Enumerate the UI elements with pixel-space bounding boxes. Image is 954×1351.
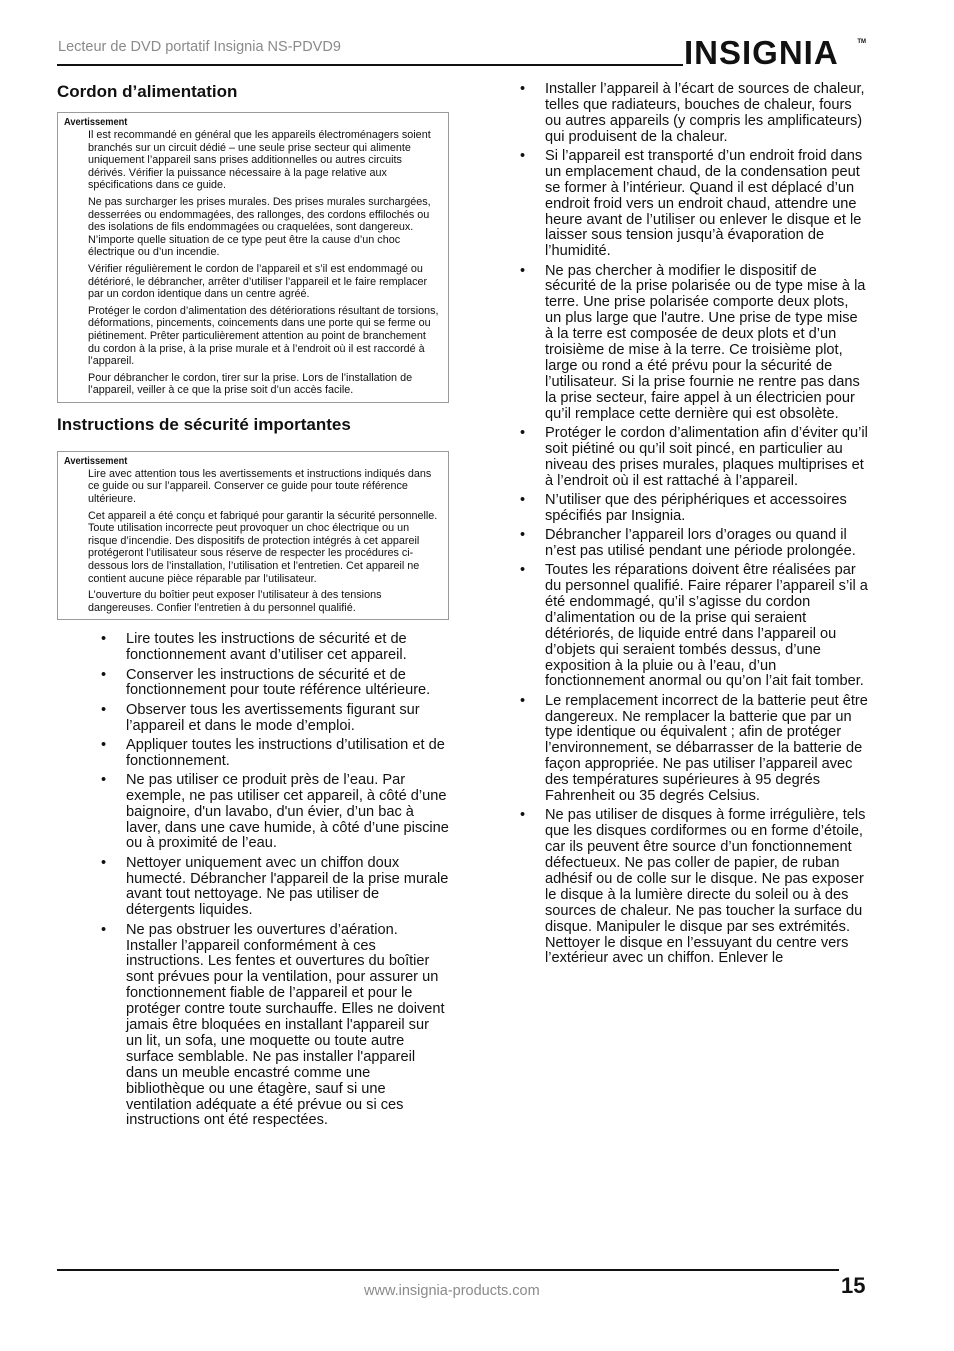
section-heading-safety: Instructions de sécurité importantes [57, 414, 351, 434]
list-item: • Ne pas chercher à modifier le dispositif de sécurité de la prise polarisée ou de type mise à la terre. Une prise polarisée comporte deux plots, un plus large que l'autre. Une prise de type mise à la terre est composée de deux plots et d’un troisième de mise à la terre. Ce troisième plot, large ou rond a été prévu pour la sécurité de l’utilisateur. Si la prise fournie ne rentre pas dans la prise secteur, faire appel à un électricien pour qu’il remplace cette dernière qui est obsolète. [520, 262, 866, 422]
warning-paragraph: Il est recommandé en général que les appareils électroménagers soient branchés sur un circuit dédié – une seule prise secteur qui alimente uniquement l’appareil sans prises additionnelles ou autres circuits dérivés. Vérifier la puissance nécessaire à la page relative aux spécifications dans ce guide. [88, 129, 431, 192]
section-heading-power-cord: Cordon d’alimentation [57, 82, 238, 101]
list-item: • N’utiliser que des périphériques et accessoires spécifiés par Insignia. [520, 491, 847, 524]
list-item: • Protéger le cordon d’alimentation afin d’éviter qu’il soit piétiné ou qu’il soit pincé, en particulier au niveau des prises murales, plaques multiprises et à l’endroit où il est rattaché à l’appareil. [520, 424, 868, 489]
warning-paragraph: Cet appareil a été conçu et fabriqué pour garantir la sécurité personnelle. Toute utilisation incorrecte peut provoquer un choc électrique ou un risque d’incendie. Des dispositifs de protection intégrés à cet appareil protégeront l’utilisateur sous réserve de respecter les procédures ci-dessous lors de l’installation, l’utilisation et l’entretien. Cet appareil ne contient aucune pièce réparable par l’utilisateur. [88, 509, 438, 585]
list-item: • Ne pas utiliser de disques à forme irrégulière, tels que les disques cordiformes ou en forme d’étoile, car ils peuvent être source d’un fonctionnement défectueux. Ne pas coller de papier, de ruban adhésif ou de colle sur le disque. Ne pas exposer le disque à la lumière directe du soleil ou à des sources de chaleur. Ne pas toucher la surface du disque. Manipuler le disque par ses extrémités. Nettoyer le disque en l’essuyant du centre vers l’extérieur avec un chiffon. Enlever le [520, 807, 866, 967]
insignia-logo [684, 33, 866, 73]
warning-paragraph: Vérifier régulièrement le cordon de l’appareil et s’il est endommagé ou détérioré, le débrancher, arrêter d’utiliser l’appareil et le faire remplacer par un cordon identique dans un centre agréé. [88, 262, 428, 301]
header-rule [57, 64, 683, 66]
warning-paragraph: Lire avec attention tous les avertissements et instructions indiqués dans ce guide ou sur l’appareil. Conserver ce guide pour toute référence ultérieure. [88, 467, 432, 506]
left-column [57, 80, 449, 1133]
footer-rule [57, 1269, 839, 1271]
safety-list-right [520, 82, 868, 967]
warning-title: Avertissement [64, 116, 128, 128]
list-item: • Si l’appareil est transporté d’un endroit froid dans un emplacement chaud, de la condensation peut se former à l’intérieur. Quand il est déplacé d’un endroit froid vers un endroit chaud, attendre une heure avant de l’utiliser ou enlever le disque et le laisser sous tension jusqu’à évaporation de l’humidité. [520, 147, 863, 260]
safety-list-left [57, 632, 449, 1129]
list-item: • Débrancher l’appareil lors d’orages ou quand il n’est pas utilisé pendant une période prolongée. [520, 526, 856, 559]
warning-paragraph: L’ouverture du boîtier peut exposer l’utilisateur à des tensions dangereuses. Confier l’entretien à du personnel qualifié. [88, 589, 382, 614]
list-item: • Toutes les réparations doivent être réalisées par du personnel qualifié. Faire réparer l’appareil s’il a été endommagé, qu’il s’agisse du cordon d’alimentation ou de la prise qui seraient détériorés, de liquide entré dans l’appareil ou d’objets qui seraient tombés dessus, d’une exposition à la pluie ou à l’eau, d’un fonctionnement anormal ou qu’on l’ait fait tomber. [520, 562, 868, 690]
page-number: 15 [841, 1273, 866, 1298]
right-column [520, 82, 868, 971]
warning-title: Avertissement [64, 454, 128, 467]
list-item: • Appliquer toutes les instructions d’utilisation et de fonctionnement. [101, 736, 445, 769]
list-item: • Observer tous les avertissements figurant sur l’appareil et dans le mode d’emploi. [101, 701, 420, 734]
warning-paragraph: Pour débrancher le cordon, tirer sur la prise. Lors de l’installation de l’appareil, veiller à ce que la prise soit d’un accès facile. [88, 371, 413, 397]
list-item: • Installer l’appareil à l’écart de sources de chaleur, telles que radiateurs, bouches de chaleur, fours ou autres appareils (y compris les amplificateurs) qui produisent de la chaleur. [520, 81, 865, 145]
warning-paragraph: Protéger le cordon d’alimentation des détériorations résultant de torsions, déformations, pincements, coincements dans une porte qui se ferme ou piétinement. Prêter particulièrement attention au point de branchement du cordon à la prise, à la prise murale et à l’endroit où il est raccordé à l’appareil. [88, 304, 439, 368]
logo-trademark: TM [857, 39, 866, 45]
list-item: • Ne pas utiliser ce produit près de l’eau. Par exemple, ne pas utiliser cet appareil, à côté d’une baignoire, d'un lavabo, d'un évier, d’un bac à laver, dans une cave humide, à côté d’une piscine ou à proximité de l’eau. [101, 771, 449, 852]
logo-wordmark: INSIGNIA [684, 34, 839, 71]
list-item: • Ne pas obstruer les ouvertures d’aération. Installer l’appareil conformément à ces instructions. Les fentes et ouvertures du boîtier sont prévues pour la ventilation, pour assurer un fonctionnement fiable de l’appareil et pour le protéger contre toute surchauffe. Elles ne doivent jamais être bloquées en installant l'appareil sur un lit, un sofa, une moquette ou toute autre surface semblable. Ne pas installer l'appareil dans un meuble encastré comme une bibliothèque ou une étagère, sauf si une ventilation adéquate a été prévue ou si ces instructions ont été respectées. [101, 921, 445, 1129]
document-title: Lecteur de DVD portatif Insignia NS-PDVD9 [58, 39, 341, 55]
list-item: • Lire toutes les instructions de sécurité et de fonctionnement avant d’utiliser cet appareil. [101, 631, 407, 664]
warning-paragraph: Ne pas surcharger les prises murales. Des prises murales surchargées, desserrées ou endommagées, des rallonges, des cordons effilochés ou des isolations de fils endommagées ou craquelées, sont dangereux. N’importe quelle situation de ce type peut être la cause d’un choc électrique ou d’un incendie. [88, 195, 431, 259]
list-item: • Le remplacement incorrect de la batterie peut être dangereux. Ne remplacer la batterie que par un type identique ou équivalent ; afin de protéger l’environnement, se débarrasser de la batterie de façon appropriée. Ne pas utiliser l’appareil avec des températures supérieures à 95 degrés Fahrenheit ou 35 degrés Celsius. [520, 692, 868, 805]
list-item: • Nettoyer uniquement avec un chiffon doux humecté. Débrancher l'appareil de la prise murale avant tout nettoyage. Ne pas utiliser de détergents liquides. [101, 854, 449, 919]
warning-box-power-cord [57, 112, 449, 403]
list-item: • Conserver les instructions de sécurité et de fonctionnement pour toute référence ultérieure. [101, 666, 431, 699]
warning-box-safety [57, 451, 449, 621]
footer-url: www.insignia-products.com [364, 1283, 540, 1299]
